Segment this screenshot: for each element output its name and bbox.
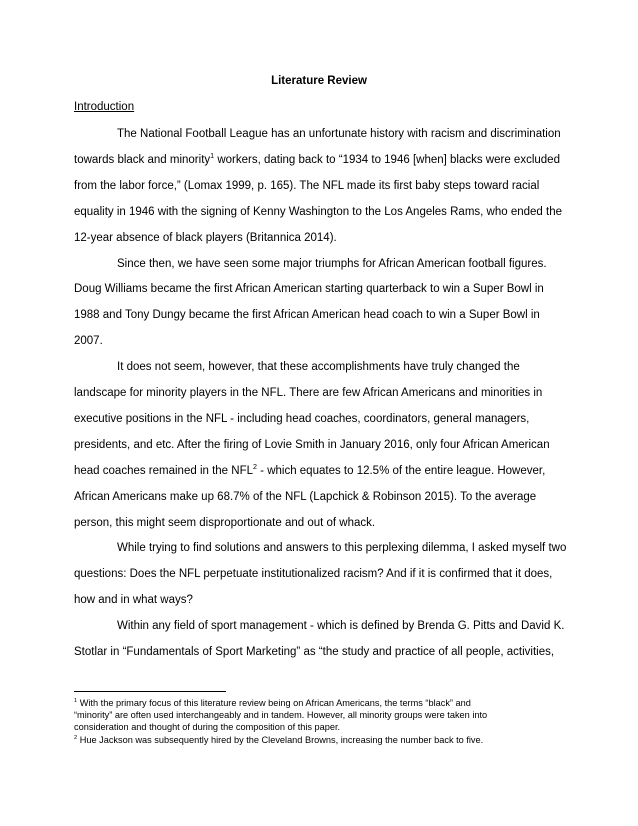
body-line: Stotlar in “Fundamentals of Sport Marketing” as “the study and practice of all people, activities,	[74, 646, 555, 658]
footnote-divider	[74, 691, 226, 692]
body-line: presidents, and etc. After the firing of Lovie Smith in January 2016, only four African American	[74, 438, 550, 451]
footnote-mark: 2	[74, 734, 78, 741]
section-heading: Introduction	[74, 101, 135, 113]
footnote-line: $^2$ Hue Jackson was subsequently hired by the Cleveland Browns, increasing the number back to five.	[74, 734, 484, 745]
body-line: head coaches remained in the NFL$^2$ - which equates to 12.5% of the entire league. However,	[74, 462, 546, 477]
body-line: equality in 1946 with the signing of Kenny Washington to the Los Angeles Rams, who ended the	[74, 205, 563, 218]
body-line: how and in what ways?	[74, 594, 193, 607]
body-line: Within any field of sport management - which is defined by Brenda G. Pitts and David K.	[117, 620, 565, 633]
footnote-line: consideration and thought of during the composition of this paper.	[74, 722, 341, 732]
body-line: It does not seem, however, that these accomplishments have truly changed the	[117, 361, 520, 374]
body-line: While trying to find solutions and answers to this perplexing dilemma, I asked myself two	[117, 542, 567, 555]
body-line: executive positions in the NFL - including head coaches, coordinators, general managers,	[74, 412, 530, 425]
body-line: towards black and minority$^1$ workers, dating back to “1934 to 1946 [when] blacks were excluded	[74, 152, 560, 166]
body-line: The National Football League has an unfortunate history with racism and discrimination	[117, 128, 561, 140]
body-line: questions: Does the NFL perpetuate institutionalized racism? And if it is confirmed that it does,	[74, 568, 553, 581]
body-line: African Americans make up 68.7% of the NFL (Lapchick & Robinson 2015). To the average	[74, 490, 537, 503]
body-line: 1988 and Tony Dungy became the first African American head coach to win a Super Bowl in	[74, 309, 540, 322]
body-line: landscape for minority players in the NFL. There are few African Americans and minorities in	[74, 387, 543, 399]
footnote-line: $^1$ With the primary focus of this literature review being on African Americans, the terms “black” and	[74, 697, 471, 708]
body-line: person, this might seem disproportionate and out of whack.	[74, 516, 376, 529]
body-line: from the labor force,” (Lomax 1999, p. 165). The NFL made its first baby steps toward racial	[74, 179, 540, 192]
body-line: Doug Williams became the first African American starting quarterback to win a Super Bowl in	[74, 283, 544, 296]
footnote-line: “minority” are often used interchangeably and in tandem. However, all minority groups were taken into	[74, 710, 488, 720]
body-line: 2007.	[74, 335, 103, 348]
body-line: Since then, we have seen some major triumphs for African American football figures.	[117, 257, 547, 270]
footnote-mark: 1	[74, 697, 78, 704]
body-line: 12-year absence of black players (Britannica 2014).	[74, 231, 337, 244]
footnote-ref: 2	[253, 462, 257, 471]
page-title: Literature Review	[271, 75, 367, 87]
footnote-ref: 1	[210, 152, 215, 161]
